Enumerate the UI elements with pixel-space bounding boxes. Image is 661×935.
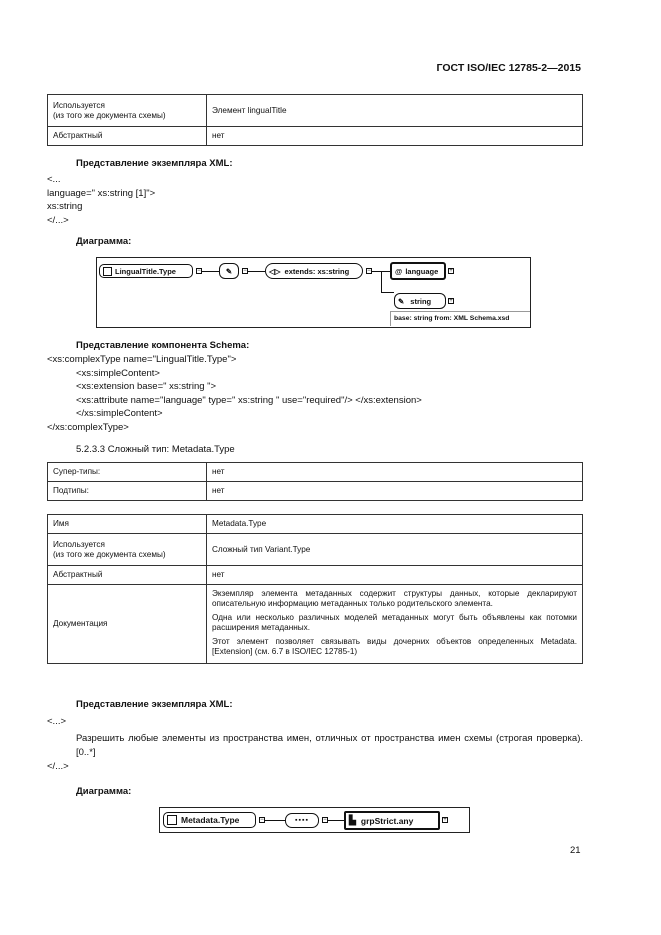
schema-heading: Представление компонента Schema: — [76, 340, 250, 351]
table-cell-label: Имя — [48, 515, 207, 534]
schema-line: </xs:complexType> — [47, 421, 129, 433]
base-info: base: string from: XML Schema.xsd — [390, 311, 530, 326]
xml-line: language=" xs:string [1]"> — [47, 187, 156, 199]
type-node — [99, 264, 193, 278]
schema-line: <xs:complexType name="LingualTitle.Type"> — [47, 354, 237, 365]
table-cell-value: Metadata.Type — [207, 515, 583, 534]
type-node — [163, 812, 256, 828]
table-row — [48, 515, 583, 534]
complex-type-icon — [167, 815, 177, 825]
collapse-icon[interactable]: − — [197, 268, 201, 274]
extension-node — [265, 263, 363, 279]
type-node-label: LingualTitle.Type — [115, 266, 176, 276]
attribute-icon: @ — [395, 266, 403, 276]
table-cell-value: нет — [207, 127, 583, 146]
schema-diagram — [96, 257, 531, 328]
xml-body: Разрешить любые элементы из пространства имен, отличных от пространства имен схемы (строгая проверка).[0..*] — [76, 733, 583, 758]
doc-paragraph: Этот элемент позволяет связывать виды дочерних объектов определенных Metadata.[Extension] (см. 6.7 в ISO/IEC 12785-1) — [212, 637, 577, 656]
xml-close: </...> — [47, 761, 69, 772]
table-cell-value: Сложный тип Variant.Type — [207, 534, 583, 566]
connector — [248, 271, 265, 272]
schema-line: <xs:extension base=" xs:string "> — [76, 381, 217, 392]
extension-icon: ◁▷ — [269, 266, 281, 276]
table-row — [48, 127, 583, 146]
table-row — [48, 95, 583, 127]
string-node — [394, 293, 446, 309]
connector — [202, 271, 219, 272]
documentation-cell — [207, 585, 583, 664]
section-title: 5.2.3.3 Сложный тип: Metadata.Type — [76, 444, 235, 455]
diagram-heading: Диаграмма: — [76, 236, 132, 247]
schema-line: <xs:simpleContent> — [76, 367, 160, 379]
schema-component — [47, 353, 422, 434]
attribute-node-label: language — [405, 266, 439, 276]
table-cell-label: Используется (из того же документа схемы) — [48, 95, 207, 127]
table-row — [48, 482, 583, 501]
table-cell-label: Используется (из того же документа схемы) — [48, 534, 207, 566]
schema-line: </xs:simpleContent> — [76, 408, 163, 419]
table-cell-value: Элемент lingualTitle — [207, 95, 583, 127]
schema-line: <xs:attribute name="language" type=" xs:string " use="required"/> </xs:extension> — [76, 394, 422, 406]
type-properties-table — [47, 514, 583, 664]
type-node-label: Metadata.Type — [181, 815, 240, 825]
table-row — [48, 566, 583, 585]
complex-type-icon — [103, 267, 112, 276]
connector — [328, 820, 344, 821]
group-icon: ▙ — [349, 815, 356, 825]
group-node — [344, 811, 440, 830]
standard-header: ГОСТ ISO/IEC 12785-2—2015 — [436, 62, 581, 74]
collapse-icon[interactable]: − — [243, 268, 247, 274]
page-number: 21 — [570, 845, 581, 856]
group-node-label: grpStrict.any — [360, 815, 414, 826]
table-cell-label: Подтипы: — [48, 482, 207, 501]
table-cell-value: нет — [207, 463, 583, 482]
usage-table — [47, 94, 583, 146]
connector — [265, 820, 285, 821]
doc-paragraph: Одна или несколько различных моделей метаданных могут быть объявлены как потомки расширения метаданных. — [212, 613, 577, 632]
extension-node-label: extends: xs:string — [284, 266, 350, 276]
connector — [381, 292, 394, 293]
attribute-node — [390, 262, 446, 280]
table-row — [48, 534, 583, 566]
expand-icon[interactable]: + — [443, 817, 447, 823]
collapse-icon[interactable]: − — [260, 817, 264, 823]
collapse-icon[interactable]: − — [367, 268, 371, 274]
doc-paragraph: Экземпляр элемента метаданных содержит структуры данных, которые декларируют описательную информацию метаданных только родительского элемента. — [212, 589, 577, 608]
table-cell-label: Супер-типы: — [48, 463, 207, 482]
table-cell-label: Документация — [48, 585, 207, 664]
edit-icon: ✎ — [219, 263, 239, 279]
xml-line: <... — [47, 174, 61, 185]
xml-heading: Представление экземпляра XML: — [76, 158, 233, 169]
diagram-heading: Диаграмма: — [76, 786, 132, 797]
table-cell-value: нет — [207, 482, 583, 501]
xml-heading: Представление экземпляра XML: — [76, 699, 233, 710]
edit-icon: ✎ — [398, 296, 405, 306]
collapse-icon[interactable]: − — [323, 817, 327, 823]
table-cell-label: Абстрактный — [48, 566, 207, 585]
xml-line: </...> — [47, 214, 69, 226]
string-node-label: string — [410, 296, 432, 306]
expand-icon[interactable]: + — [449, 268, 453, 274]
supertypes-table — [47, 462, 583, 501]
sequence-icon: ▪▪▪▪ — [285, 813, 319, 828]
expand-icon[interactable]: + — [449, 298, 453, 304]
xml-instance — [47, 173, 155, 227]
xml-line: xs:string — [47, 201, 83, 212]
schema-diagram — [159, 807, 470, 833]
table-cell-value: нет — [207, 566, 583, 585]
table-row — [48, 585, 583, 664]
table-cell-label: Абстрактный — [48, 127, 207, 146]
xml-open: <...> — [47, 716, 67, 727]
table-row — [48, 463, 583, 482]
connector — [381, 271, 382, 292]
